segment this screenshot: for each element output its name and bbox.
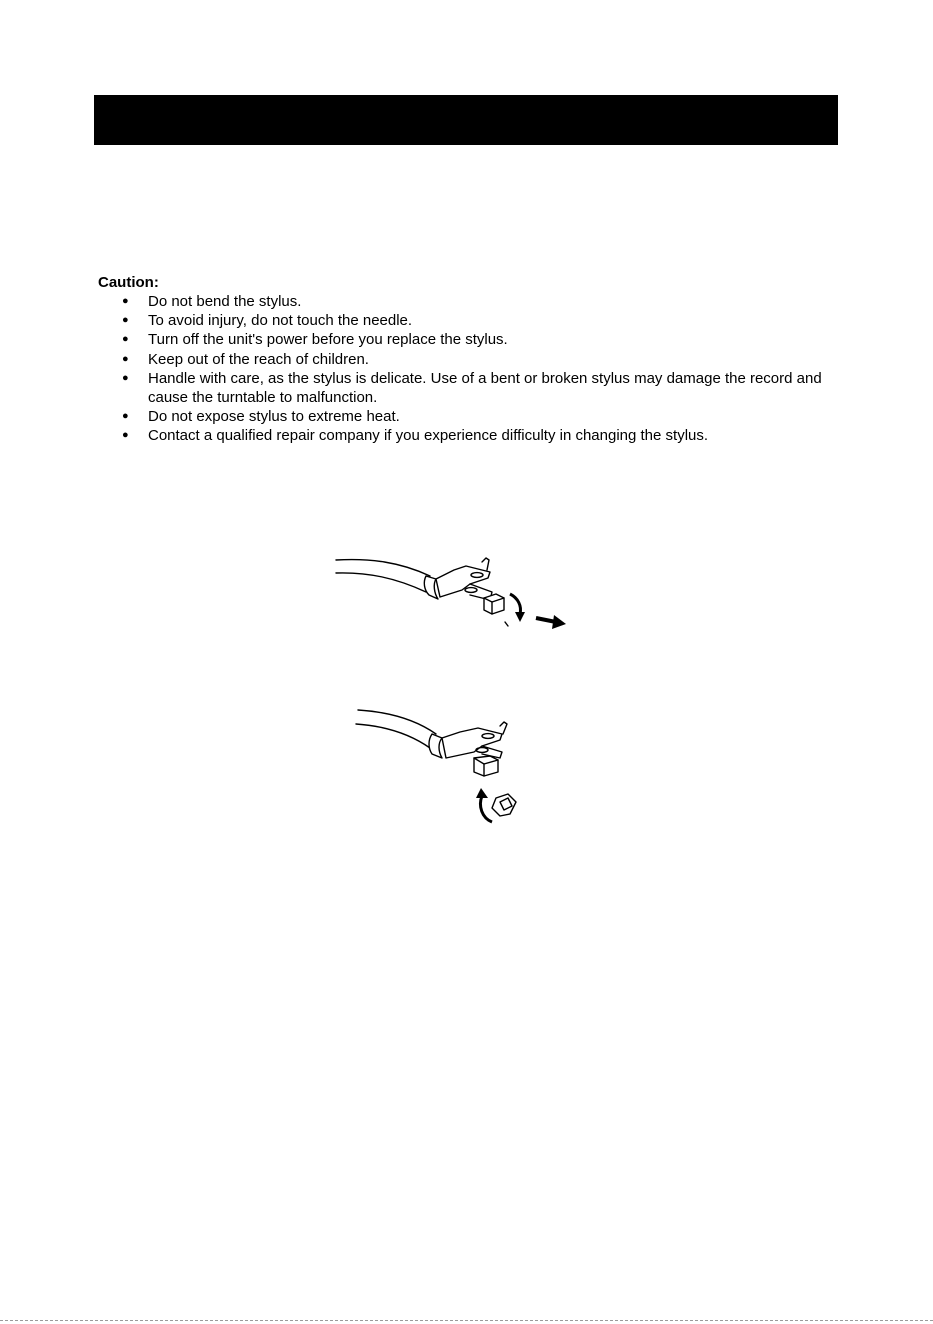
caution-section: [98, 273, 828, 446]
caution-item-text: Do not expose stylus to extreme heat.: [148, 408, 400, 426]
list-item: [98, 330, 828, 349]
stylus-removal-illustration: [330, 548, 580, 638]
caution-item-text: Contact a qualified repair company if you experience difficulty in changing the stylus.: [148, 427, 709, 445]
caution-item-text: Handle with care, as the stylus is delicate. Use of a bent or broken stylus may damage the record and cause the turntable to malfunction.: [148, 369, 822, 407]
caution-title: Caution:: [98, 274, 159, 291]
caution-item-text: Keep out of the reach of children.: [148, 350, 369, 368]
bullet-icon: ●: [122, 333, 129, 346]
caution-item-text: Do not bend the stylus.: [148, 293, 302, 310]
caution-item-text: To avoid injury, do not touch the needle.: [148, 312, 413, 330]
bullet-icon: ●: [122, 429, 129, 442]
caution-item-text: Turn off the unit's power before you replace the stylus.: [148, 331, 508, 349]
bullet-icon: ●: [122, 314, 129, 327]
list-item: [98, 426, 828, 445]
page-bottom-rule: [0, 1320, 933, 1321]
bullet-icon: ●: [122, 410, 129, 423]
list-item: [98, 407, 828, 426]
bullet-icon: ●: [122, 352, 129, 365]
bullet-icon: ●: [122, 371, 129, 384]
caution-list: [98, 292, 828, 446]
section-header-bar: [94, 95, 838, 145]
bullet-icon: ●: [122, 295, 129, 307]
list-item: [98, 350, 828, 369]
list-item: [98, 311, 828, 330]
list-item: [98, 292, 828, 311]
stylus-installation-illustration: [350, 698, 530, 828]
list-item: [98, 369, 828, 407]
